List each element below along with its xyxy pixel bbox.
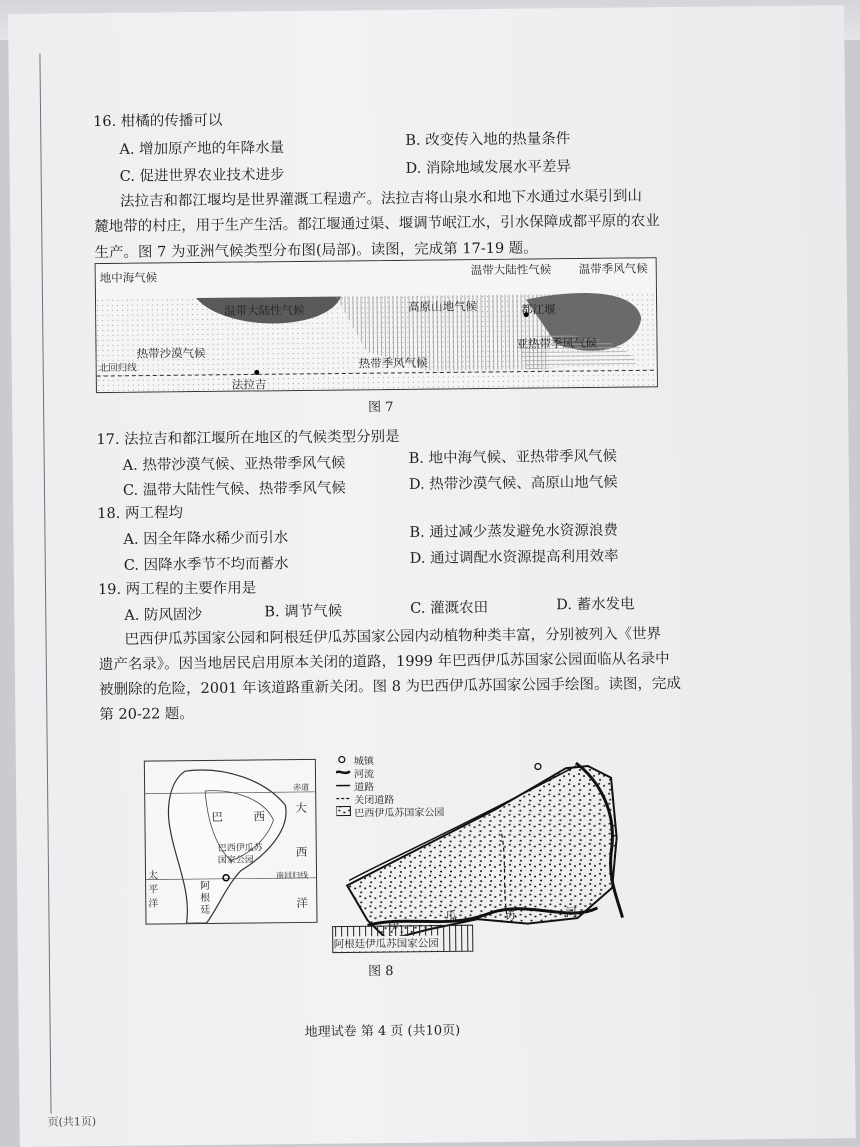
inset-equator: 赤道 [293, 782, 310, 793]
exam-paper [8, 5, 856, 1147]
inset-ocean3: 洋 [296, 895, 308, 911]
q16-option-b: B. 改变传入地的热量条件 [405, 131, 571, 149]
q19-option-b: B. 调节气候 [264, 603, 343, 621]
q16-option-c: C. 促进世界农业技术进步 [119, 167, 285, 185]
q16-option-d: D. 消除地域发展水平差异 [405, 159, 572, 177]
inset-park: 巴西伊瓜苏国家公园 [217, 843, 263, 866]
figure-7-svg [96, 258, 657, 392]
argentina-park-label: 阿根廷伊瓜苏国家公园 [333, 937, 439, 951]
intro2-line4: 第 20-22 题。 [99, 706, 194, 724]
q18-option-c: C. 因降水季节不均而蓄水 [123, 556, 289, 574]
legend-park: 巴西伊瓜苏国家公园 [354, 807, 445, 820]
label-highland: 高原山地气候 [408, 299, 478, 314]
intro2-line1: 巴西伊瓜苏国家公园和阿根廷伊瓜苏国家公园内动植物种类丰富，分别被列入《世界 [124, 626, 662, 648]
label-temperate-continental-top: 温带大陆性气候 [470, 262, 552, 278]
q17-option-a: A. 热带沙漠气候、亚热带季风气候 [122, 455, 346, 474]
intro1-line3: 生产。图 7 为亚洲气候类型分布图(局部)。读图，完成第 17-19 题。 [94, 240, 538, 262]
park-map-svg [326, 747, 658, 960]
intro1-line1: 法拉吉和都江堰均是世界灌溉工程遗产。法拉吉将山泉水和地下水通过水渠引到山 [119, 188, 643, 210]
legend-town-icon [339, 757, 345, 763]
legend-river-icon [336, 771, 350, 773]
corner-footer: 页(共1页) [47, 1115, 97, 1129]
inset-ocean2: 西 [295, 844, 308, 860]
q17-option-d: D. 热带沙漠气候、高原山地气候 [408, 474, 618, 493]
river-label-1: 伊 [387, 918, 400, 934]
q17-option-b: B. 地中海气候、亚热带季风气候 [408, 448, 618, 467]
figure-7-map [95, 257, 658, 393]
q18-option-d: D. 通过调配水资源提高利用效率 [409, 548, 619, 567]
inset-capricorn: 南回归线 [275, 870, 309, 881]
inset-pacific: 太平洋 [147, 870, 159, 910]
intro1-line2: 麓地带的村庄，用于生产生活。都江堰通过渠、堰调节岷江水，引水保障成都平原的农业 [94, 213, 660, 236]
town-marker-north [535, 763, 541, 769]
label-dujiangyan: 都江堰 [521, 302, 556, 317]
legend-closed-road: 关闭道路 [354, 794, 395, 807]
legend-road: 道路 [354, 782, 375, 794]
q18-stem: 18. 两工程均 [97, 505, 183, 523]
page-footer: 地理试卷 第 4 页 (共10页) [304, 1023, 461, 1040]
inset-brazil2: 西 [253, 809, 265, 824]
inset-svg [145, 760, 317, 924]
intro2-line2: 遗产名录》。因当地居民启用原本关闭的道路，1999 年巴西伊瓜苏国家公园面临从名录中 [98, 651, 670, 674]
label-desert: 热带沙漠气候 [136, 345, 206, 361]
label-tropic: 北回归线 [98, 362, 137, 375]
q18-option-b: B. 通过减少蒸发避免水资源浪费 [409, 522, 618, 541]
label-subtropical-monsoon: 亚热带季风气候 [516, 335, 598, 351]
figure-8-main [326, 747, 658, 960]
q17-option-c: C. 温带大陆性气候、热带季风气候 [122, 480, 346, 499]
label-mediterranean: 地中海气候 [99, 270, 158, 286]
q19-stem: 19. 两工程的主要作用是 [97, 580, 257, 599]
label-temperate-monsoon: 温带季风气候 [578, 261, 648, 277]
river-label-3: 苏 [505, 907, 518, 922]
q18-option-a: A. 因全年降水稀少而引水 [123, 530, 289, 548]
legend-river: 河流 [353, 769, 375, 781]
inset-argentina: 阿根廷 [200, 880, 211, 917]
intro2-line3: 被删除的危险，2001 年该道路重新关闭。图 8 为巴西伊瓜苏国家公园手绘图。读图，完成 [99, 675, 682, 699]
inset-brazil1: 巴 [211, 809, 223, 824]
legend-town: 城镇 [353, 756, 374, 768]
q16-stem: 16. 柑橘的传播可以 [93, 112, 223, 131]
figure-8-inset [144, 759, 318, 925]
q17-stem: 17. 法拉吉和都江堰所在地区的气候类型分别是 [96, 428, 400, 449]
legend-park-icon [336, 806, 350, 815]
q19-option-d: D. 蓄水发电 [556, 596, 635, 614]
binding-line [39, 54, 51, 1114]
label-tropical-monsoon: 热带季风气候 [358, 355, 428, 371]
q16-option-a: A. 增加原产地的年降水量 [119, 140, 285, 158]
inset-ocean1: 大 [295, 800, 307, 816]
q19-option-c: C. 灌溉农田 [410, 600, 489, 617]
label-falaj: 法拉吉 [231, 377, 267, 392]
q19-option-a: A. 防风固沙 [124, 607, 203, 624]
figure-7-caption: 图 7 [368, 399, 394, 416]
figure-8-caption: 图 8 [367, 964, 394, 980]
label-temperate-continental: 温带大陆性气候 [224, 302, 305, 318]
river-label-4: 河 [565, 905, 578, 920]
river-label-2: 瓜 [445, 908, 458, 923]
